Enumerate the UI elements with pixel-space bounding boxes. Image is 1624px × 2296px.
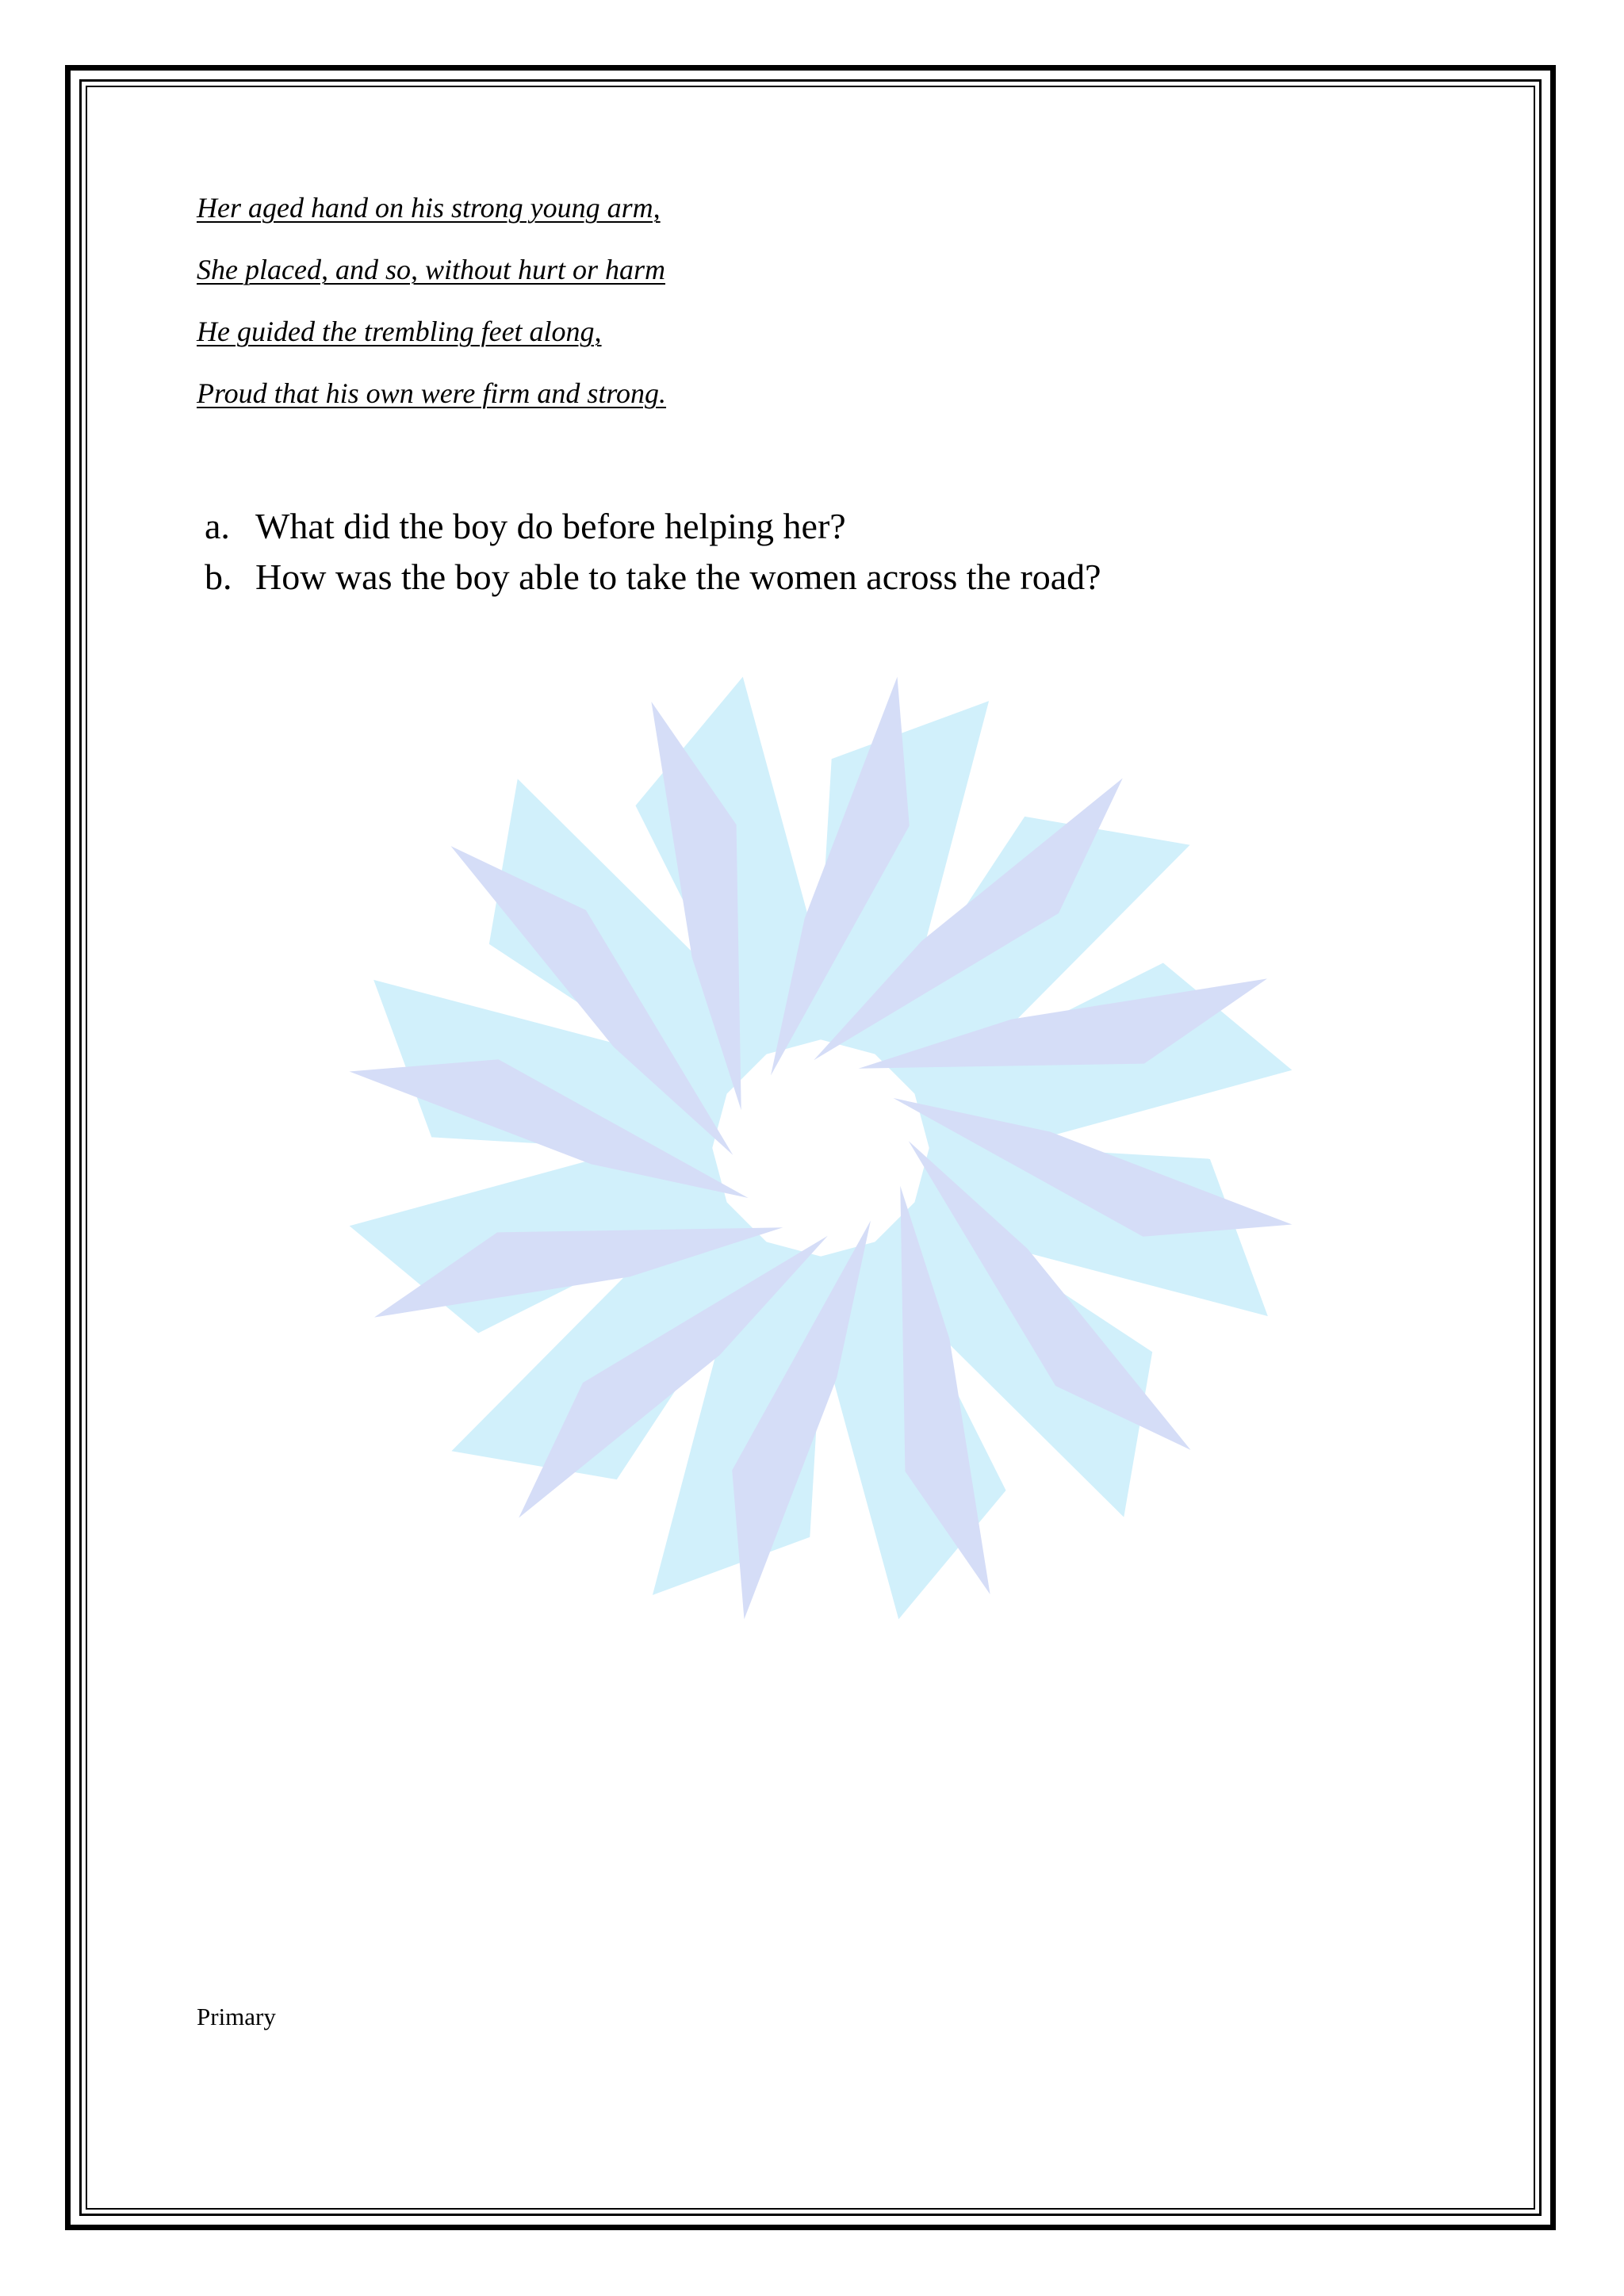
poem-line: She placed, and so, without hurt or harm [197, 254, 665, 285]
question-letter: b. [205, 557, 232, 597]
question-a [205, 501, 1101, 552]
light-petals-group [338, 665, 1303, 1630]
snowflake-star-watermark-icon [321, 649, 1320, 1647]
poem-line: Proud that his own were firm and strong. [197, 377, 667, 409]
question-list [205, 501, 1101, 603]
dark-petals-group [350, 677, 1293, 1620]
question-b [205, 552, 1101, 603]
footer-classification-label: Primary [197, 2003, 276, 2030]
question-letter: a. [205, 506, 230, 546]
poem-line: He guided the trembling feet along, [197, 316, 602, 347]
question-text: What did the boy do before helping her? [255, 506, 846, 546]
poem-stanza [197, 192, 666, 439]
question-text: How was the boy able to take the women across the road? [255, 557, 1101, 597]
poem-line: Her aged hand on his strong young arm, [197, 192, 661, 224]
